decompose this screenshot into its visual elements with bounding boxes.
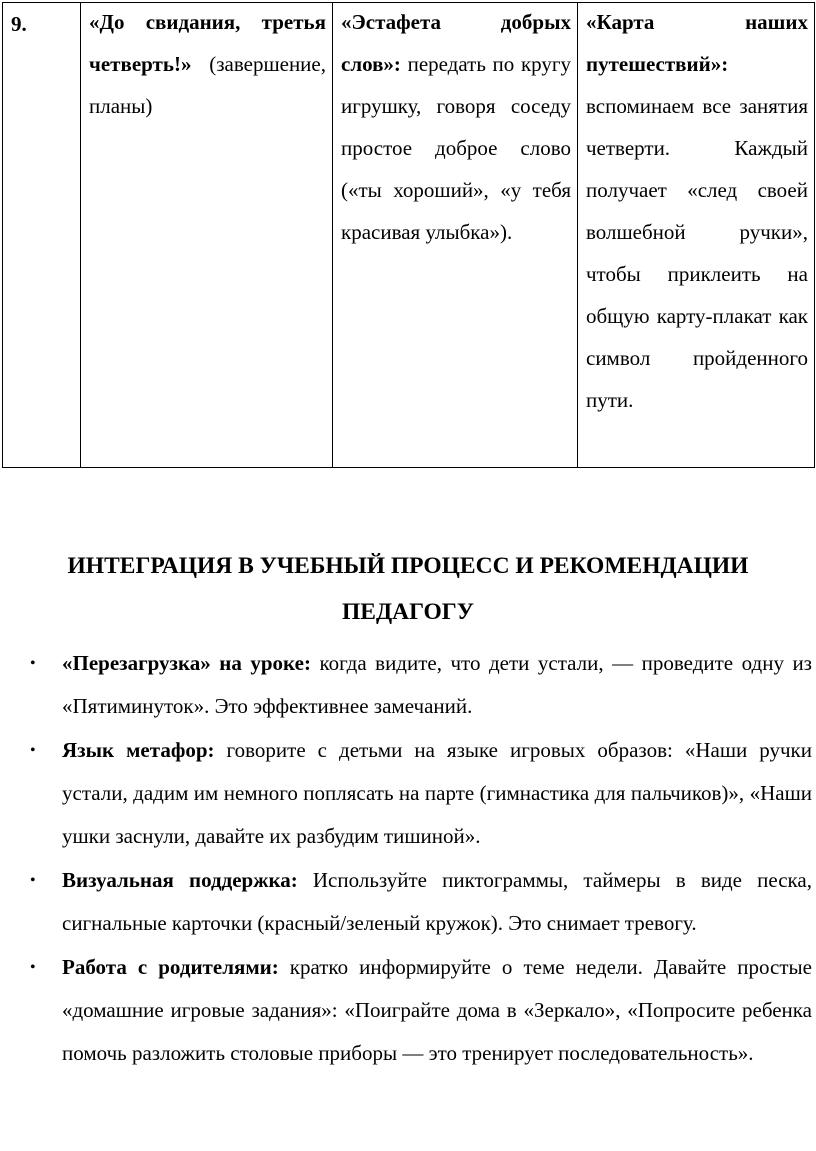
reflection-cell	[578, 3, 815, 468]
item-lead: Язык метафор:	[62, 738, 215, 762]
activity-title: «До свидания, третья четверть!»	[89, 10, 326, 76]
list-item	[28, 642, 812, 728]
table-row	[3, 3, 815, 468]
bullet-icon: •	[30, 959, 36, 976]
item-lead: «Перезагрузка» на уроке:	[62, 651, 311, 675]
row-number: 9.	[3, 3, 81, 468]
reflection-description: вспоминаем все занятия четверти. Каждый получает «след своей волшебной ручки», чтобы приклеить на общую карту-плакат как символ пройденного пути.	[586, 94, 808, 412]
bullet-icon: •	[30, 655, 36, 672]
item-text: когда видите, что дети устали, — проведите одну из «Пятиминуток». Это эффективнее замечаний.	[62, 651, 812, 718]
activity-title-cell	[81, 3, 333, 468]
game-description: передать по кругу игрушку, говоря соседу простое доброе слово («ты хороший», «у тебя красивая улыбка»).	[341, 52, 571, 244]
item-lead: Работа с родителями:	[62, 955, 279, 979]
item-text: Используйте пиктограммы, таймеры в виде песка, сигнальные карточки (красный/зеленый кружок). Это снимает тревогу.	[62, 868, 812, 935]
bullet-icon: •	[30, 742, 36, 759]
game-title: «Эстафета добрых слов»:	[341, 10, 571, 76]
list-item	[28, 946, 812, 1075]
item-text: говорите с детьми на языке игровых образов: «Наши ручки устали, дадим им немного поплясать на парте (гимнастика для пальчиков)», «Наши ушки заснули, давайте их разбудим тишиной».	[62, 738, 812, 848]
lesson-plan-table	[2, 2, 815, 468]
section-heading: ИНТЕГРАЦИЯ В УЧЕБНЫЙ ПРОЦЕСС И РЕКОМЕНДАЦИИ ПЕДАГОГУ	[67, 553, 749, 625]
bullet-icon: •	[30, 872, 36, 889]
game-cell	[333, 3, 578, 468]
activity-note: (завершение, планы)	[89, 52, 326, 118]
reflection-title: «Карта наших путешествий»:	[586, 10, 808, 76]
list-item	[28, 729, 812, 858]
item-lead: Визуальная поддержка:	[62, 868, 298, 892]
recommendations-list	[28, 642, 812, 1076]
item-text: кратко информируйте о теме недели. Давайте простые «домашние игровые задания»: «Поиграйте дома в «Зеркало», «Попросите ребенка помочь разложить столовые приборы — это тренирует последовательность».	[62, 955, 812, 1065]
list-item	[28, 859, 812, 945]
